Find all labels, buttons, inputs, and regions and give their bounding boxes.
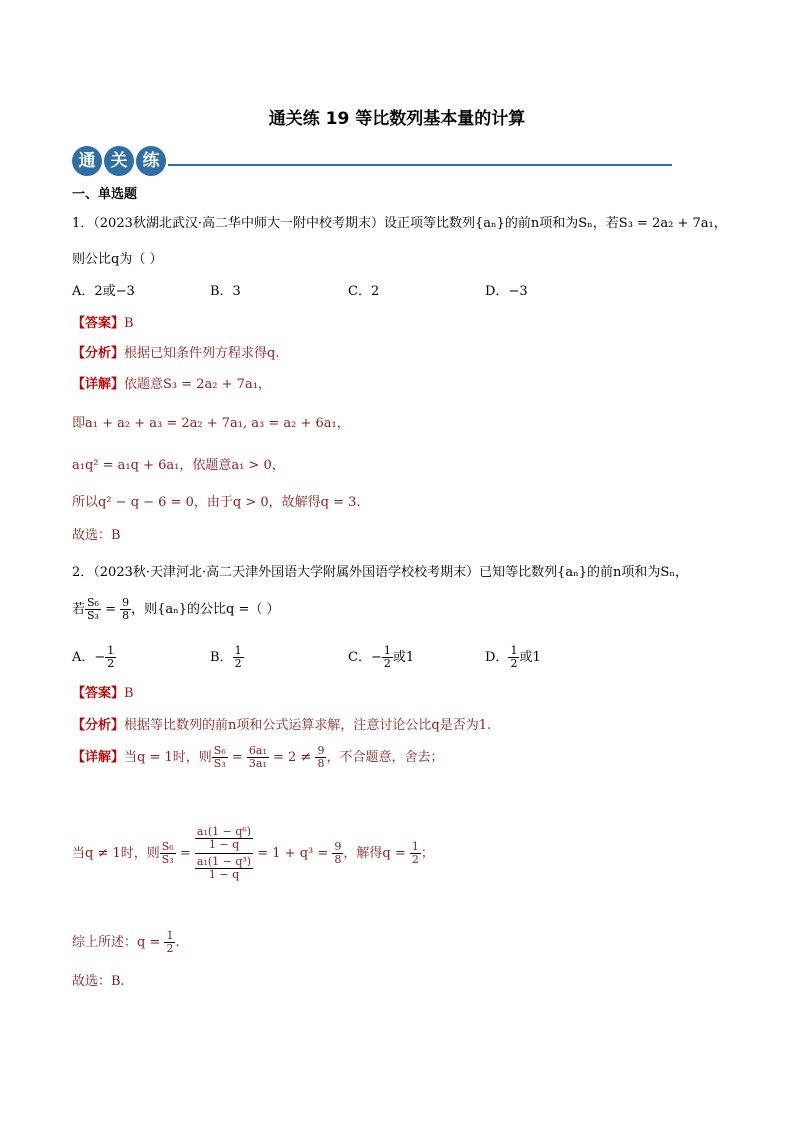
q1-stem-line2: 则公比q为（ ） [72, 252, 163, 267]
q2-detail-line2: 当q ≠ 1时，则 $\frac{\text{S₆}}{\text{S₃}}$ = $\frac{\frac{\text{a₁(1 − q⁶)}}{1 - q}}{\frac{\text{a₁(1 − q³)}}{1 - q}}$ = 1 + q³ = $\frac{9}{8}$ ，解得q = $\frac{1}{2}$ ； [72, 825, 434, 881]
q1-option-d: D．−3 [485, 284, 528, 299]
detail-text: 当q ≠ 1时，则 [72, 846, 160, 861]
s6-over-s3 [160, 841, 176, 866]
frac-den: 2 [107, 657, 115, 670]
frac-num: a₁(1 − q³) [196, 855, 252, 868]
nine-eighths [332, 841, 343, 866]
q1-detail-line1 [72, 376, 271, 394]
detail-tag: 【详解】 [72, 377, 125, 392]
q1-choose: 故选：B [72, 528, 121, 543]
summary-text: 综上所述：q = [72, 935, 165, 950]
one-half [164, 930, 175, 955]
frac-num: a₁(1 − q⁶) [196, 825, 252, 838]
q2-analysis [72, 717, 491, 735]
option-fraction [105, 645, 116, 670]
inner-fraction-bottom [195, 856, 253, 881]
detail-tail: ，不合题意，舍去； [326, 750, 444, 765]
logo-char-1: 通 [72, 146, 102, 176]
eq-sign: = [227, 750, 247, 765]
q2-summary [72, 930, 180, 955]
frac-num: 9 [334, 840, 342, 853]
frac-num: 1 [234, 644, 242, 657]
frac-num: S₆ [213, 744, 226, 757]
frac-den: S₃ [161, 853, 174, 866]
answer-value: B [124, 686, 134, 701]
q2-detail-line1 [72, 745, 443, 770]
frac-den: S₃ [87, 609, 99, 622]
answer-tag: 【答案】 [72, 686, 125, 701]
q2-option-d [485, 645, 541, 670]
frac-num: 1 [383, 644, 391, 657]
6a1-over-3a1 [247, 745, 269, 770]
detail-text: 当q = 1时，则 [124, 750, 212, 765]
one-half [410, 841, 421, 866]
option-label: B． [210, 650, 233, 665]
answer-tag: 【答案】 [72, 316, 125, 331]
option-label: C．− [348, 650, 382, 665]
q2-stem-mid: ，则{aₙ}的公比q =（ ） [131, 602, 280, 617]
frac-den: 2 [383, 657, 391, 670]
q2-choose: 故选：B. [72, 974, 125, 989]
q2-option-b [210, 645, 244, 670]
frac-num: S₆ [161, 840, 174, 853]
analysis-tag: 【分析】 [72, 718, 125, 733]
q2-stem-line1: 2．（2023秋·天津河北·高二天津外国语大学附属外国语学校校考期末）已知等比数列{aₙ}的前n项和为Sₙ， [72, 565, 688, 580]
q1-stem-line1: 1．（2023秋湖北武汉·高二华中师大一附中校考期末）设正项等比数列{aₙ}的前n项和为Sₙ，若S₃ = 2a₂ + 7a₁， [72, 216, 727, 231]
q1-answer [72, 315, 134, 333]
detail-tag: 【详解】 [72, 750, 125, 765]
page-title: 通关练 19 等比数列基本量的计算 [268, 109, 526, 129]
frac-num: 1 [166, 929, 174, 942]
q2-option-a [72, 645, 116, 670]
option-fraction [233, 645, 244, 670]
frac-num: 9 [317, 744, 325, 757]
header-rule [168, 164, 672, 166]
detail-tail: ； [420, 846, 434, 861]
frac-num: 1 [107, 644, 115, 657]
frac-den: 2 [510, 657, 518, 670]
compound-denominator [195, 854, 253, 881]
detail-text: 依题意S₃ = 2a₂ + 7a₁， [124, 377, 271, 392]
inner-fraction-top [195, 826, 253, 851]
q1-option-c: C．2 [348, 284, 380, 299]
q1-detail-line4: 所以q² − q − 6 = 0，由于q > 0，故解得q = 3. [72, 495, 361, 510]
frac-den: S₃ [213, 757, 226, 770]
q1-detail-line2: 即a₁ + a₂ + a₃ = 2a₂ + 7a₁, a₃ = a₂ + 6a₁， [72, 416, 350, 431]
frac-den: 8 [122, 609, 130, 622]
logo-char-3: 练 [136, 146, 166, 176]
q2-stem-line2: 若 $\frac{\text{S₆}}{\text{S₃}}$ = $\frac{9}{8}$ ，则{aₙ}的公比q =（ ） [72, 596, 280, 622]
logo-char-2: 关 [104, 146, 134, 176]
frac-num: 6a₁ [248, 744, 267, 757]
s6-over-s3 [212, 745, 228, 770]
nine-eighths [315, 745, 326, 770]
frac-den: 1 − q [208, 868, 240, 881]
analysis-text: 根据等比数列的前n项和公式运算求解，注意讨论公比q是否为1. [124, 718, 492, 733]
frac-num: 1 [510, 644, 518, 657]
q1-option-a: A．2或−3 [72, 284, 135, 299]
option-label: D． [485, 650, 509, 665]
frac-den: 2 [411, 853, 419, 866]
compound-numerator [195, 826, 253, 854]
frac-den: 2 [166, 942, 174, 955]
q2-option-c [348, 645, 414, 670]
q2-ratio-fraction [85, 597, 101, 622]
option-fraction [508, 645, 519, 670]
detail-solve: ，解得q = [343, 846, 410, 861]
analysis-text: 根据已知条件列方程求得q. [124, 346, 280, 361]
frac-den: 8 [334, 853, 342, 866]
option-fraction [382, 645, 393, 670]
q2-nine-eighths [120, 597, 131, 622]
analysis-tag: 【分析】 [72, 346, 125, 361]
frac-den: 3a₁ [248, 757, 267, 770]
frac-den: 2 [234, 657, 242, 670]
q2-answer [72, 685, 134, 703]
q1-analysis [72, 345, 279, 363]
frac-den: 1 − q [208, 838, 240, 851]
option-label: A．− [72, 650, 106, 665]
frac-num: 1 [411, 840, 419, 853]
compound-fraction [195, 826, 253, 881]
option-tail: 或1 [392, 650, 415, 665]
q1-option-b: B．3 [210, 284, 241, 299]
detail-mid: = 1 + q³ = [253, 846, 333, 861]
frac-num: 9 [122, 596, 130, 609]
section-logo [72, 146, 168, 176]
answer-value: B [124, 316, 134, 331]
q1-detail-line3: a₁q² = a₁q + 6a₁，依题意a₁ > 0， [72, 458, 285, 473]
q2-stem-prefix: 若 [72, 602, 86, 617]
neq-text: = 2 ≠ [268, 750, 316, 765]
summary-tail: . [175, 935, 180, 950]
section-heading: 一、单选题 [72, 187, 138, 202]
frac-den: 8 [317, 757, 325, 770]
option-tail: 或1 [519, 650, 541, 665]
frac-num: S₆ [87, 596, 99, 609]
